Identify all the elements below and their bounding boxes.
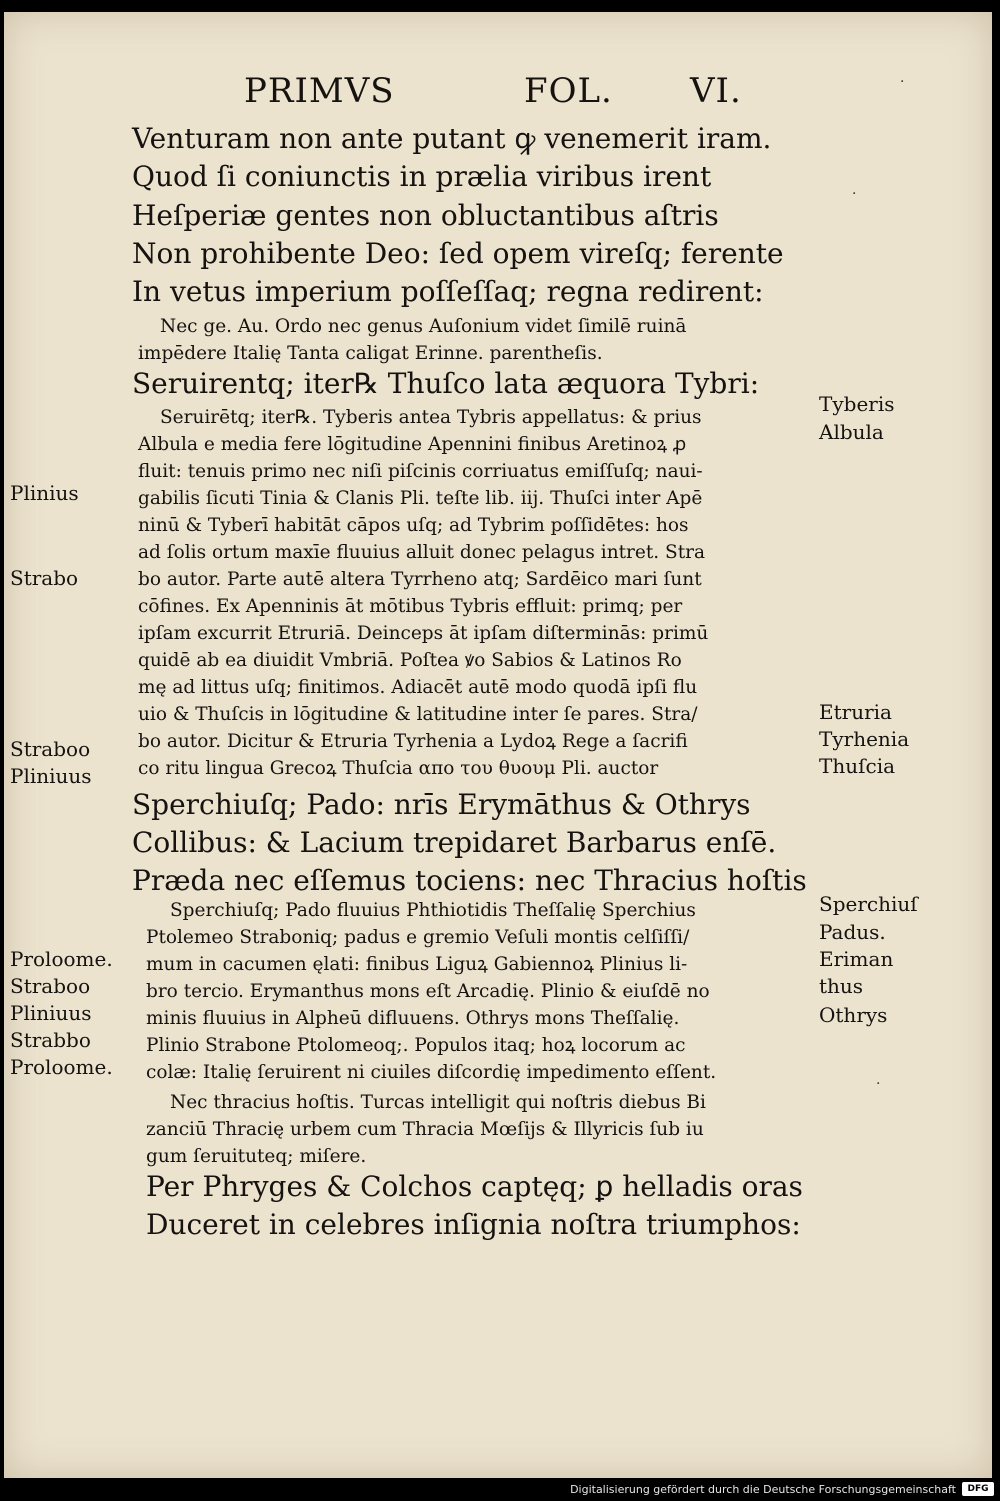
margin-note-ptolome: Proloome. [10, 947, 113, 971]
commentary-line: gabilis ſicuti Tinia & Clanis Pli. teſte lib. iij. Thuſci inter Apē [138, 488, 703, 509]
commentary-line: quidē ab ea diuidit Vmbriā. Poſtea ꝟo Sabios & Latinos Ro [138, 650, 682, 671]
running-head-center: FOL. [524, 71, 613, 111]
verse-line: Sperchiuſq; Pado: nrīs Erymāthus & Othrys [132, 788, 751, 821]
margin-note-strabo: Strabbo [10, 1028, 91, 1052]
margin-note-strabo: Strabo [10, 566, 79, 590]
commentary-line: cōfines. Ex Apenninis āt mōtibus Tybris effluit: primq; per [138, 596, 683, 617]
margin-note-strabo: Straboo [10, 974, 91, 998]
verse-line: In vetus imperium poſſeſſaq; regna redirent: [132, 275, 764, 308]
commentary-line: minis fluuius in Alpheū difluuens. Othrys mons Theſſalię. [146, 1008, 680, 1029]
verse-line: Heſperiæ gentes non obluctantibus aſtris [132, 199, 719, 232]
margin-note-sperchius: Sperchiuſ [819, 892, 918, 916]
verse-line: Præda nec eſſemus tociens: nec Thracius hoſtis [132, 864, 807, 897]
commentary-line: mę ad littus uſq; finitimos. Adiacēt autē modo quodā ipſi flu [138, 677, 698, 698]
margin-note-plinius: Pliniuus [10, 1001, 92, 1025]
margin-note-tyberis: Tyberis [819, 392, 895, 416]
verse-line: Quod ſi coniunctis in prælia viribus irent [132, 160, 712, 193]
margin-note-plinius: Plinius [10, 481, 79, 505]
dfg-logo: DFG [962, 1482, 994, 1496]
commentary-line: uio & Thuſcis in lōgitudine & latitudine inter ſe pares. Stra/ [138, 704, 698, 725]
margin-note-eriman: Eriman [819, 947, 894, 971]
margin-note-tyrhenia: Tyrhenia [819, 727, 910, 751]
commentary-line: zanciū Thracię urbem cum Thracia Mœſijs & Illyricis ſub iu [146, 1119, 704, 1140]
margin-note-thuscia: Thuſcia [819, 754, 896, 778]
margin-note-thus: thus [819, 974, 864, 998]
scanned-page [4, 12, 992, 1478]
commentary-line: bo autor. Dicitur & Etruria Tyrhenia a Lydoꝝ Rege a ſacrifi [138, 731, 688, 752]
folio-number: VI. [690, 71, 742, 111]
commentary-line: Seruirētq; iter℞. Tyberis antea Tybris appellatus: & prius [160, 407, 702, 428]
commentary-line: Plinio Strabone Ptolomeoq;. Populos itaq; hoꝝ locorum ac [146, 1035, 686, 1056]
commentary-line: Albula e media fere lōgitudine Apennini finibus Aretinoꝝ ꝓ [138, 434, 687, 455]
verse-line: Non prohibente Deo: ſed opem vireſq; ferente [132, 237, 784, 270]
margin-note-plinius: Pliniuus [10, 764, 92, 788]
commentary-line: co ritu lingua Grecoꝝ Thuſcia απο του θυουμ Pli. auctor [138, 758, 659, 779]
commentary-line: colæ: Italię ſeruirent ni ciuiles diſcordię impedimento eſſent. [146, 1062, 717, 1083]
commentary-line: Nec ge. Au. Ordo nec genus Auſonium videt ſimilē ruinā [160, 316, 687, 337]
margin-note-etruria: Etruria [819, 700, 892, 724]
margin-note-strabo: Straboo [10, 737, 91, 761]
commentary-line: ad ſolis ortum maxīe fluuius alluit donec pelagus intret. Stra [138, 542, 706, 563]
running-head-left: PRIMVS [244, 71, 395, 111]
commentary-line: ipſam excurrit Etruriā. Deinceps āt ipſam diſterminās: primū [138, 623, 709, 644]
verse-line: Per Phryges & Colchos captęq; ꝑ helladis oras [146, 1170, 803, 1203]
margin-note-padus: Padus. [819, 920, 886, 944]
margin-note-ptolome: Proloome. [10, 1055, 113, 1079]
commentary-line: bo autor. Parte autē altera Tyrrheno atq; Sardēico mari ſunt [138, 569, 702, 590]
funding-credit: Digitalisierung gefördert durch die Deutsche Forschungsgemeinschaft [570, 1483, 956, 1496]
verse-line: Venturam non ante putant ꝙ venemerit iram. [132, 122, 772, 155]
paper-speck: · [852, 186, 857, 202]
footer-bar [0, 1478, 1000, 1501]
commentary-line: Ptolemeo Straboniq; padus e gremio Veſuli montis celſiſſi/ [146, 927, 690, 948]
commentary-line: fluit: tenuis primo nec niſi piſcinis corriuatus emiſſuſq; naui- [138, 461, 703, 482]
verse-line: Collibus: & Lacium trepidaret Barbarus enſē. [132, 826, 777, 859]
paper-speck: · [876, 1076, 881, 1092]
commentary-line: Nec thracius hoſtis. Turcas intelligit qui noſtris diebus Bi [170, 1092, 706, 1113]
margin-note-othrys: Othrys [819, 1003, 888, 1027]
margin-note-albula: Albula [819, 420, 884, 444]
commentary-line: bro tercio. Erymanthus mons eſt Arcadię. Plinio & eiuſdē no [146, 981, 710, 1002]
commentary-line: mum in cacumen ęlati: finibus Liguꝝ Gabiennoꝝ Plinius li- [146, 954, 688, 975]
commentary-line: ninū & Tyberī habitāt cāpos uſq; ad Tybrim poſſidētes: hos [138, 515, 689, 536]
commentary-line: gum ſeruituteq; miſere. [146, 1146, 367, 1167]
verse-line: Duceret in celebres inſignia noſtra triumphos: [146, 1208, 801, 1241]
commentary-line: Sperchiuſq; Pado fluuius Phthiotidis Theſſalię Sperchius [170, 900, 696, 921]
paper-speck: · [900, 74, 905, 90]
commentary-line: impēdere Italię Tanta caligat Erinne. parentheſis. [138, 343, 603, 364]
verse-line: Seruirentq; iter℞ Thuſco lata æquora Tybri: [132, 367, 760, 400]
